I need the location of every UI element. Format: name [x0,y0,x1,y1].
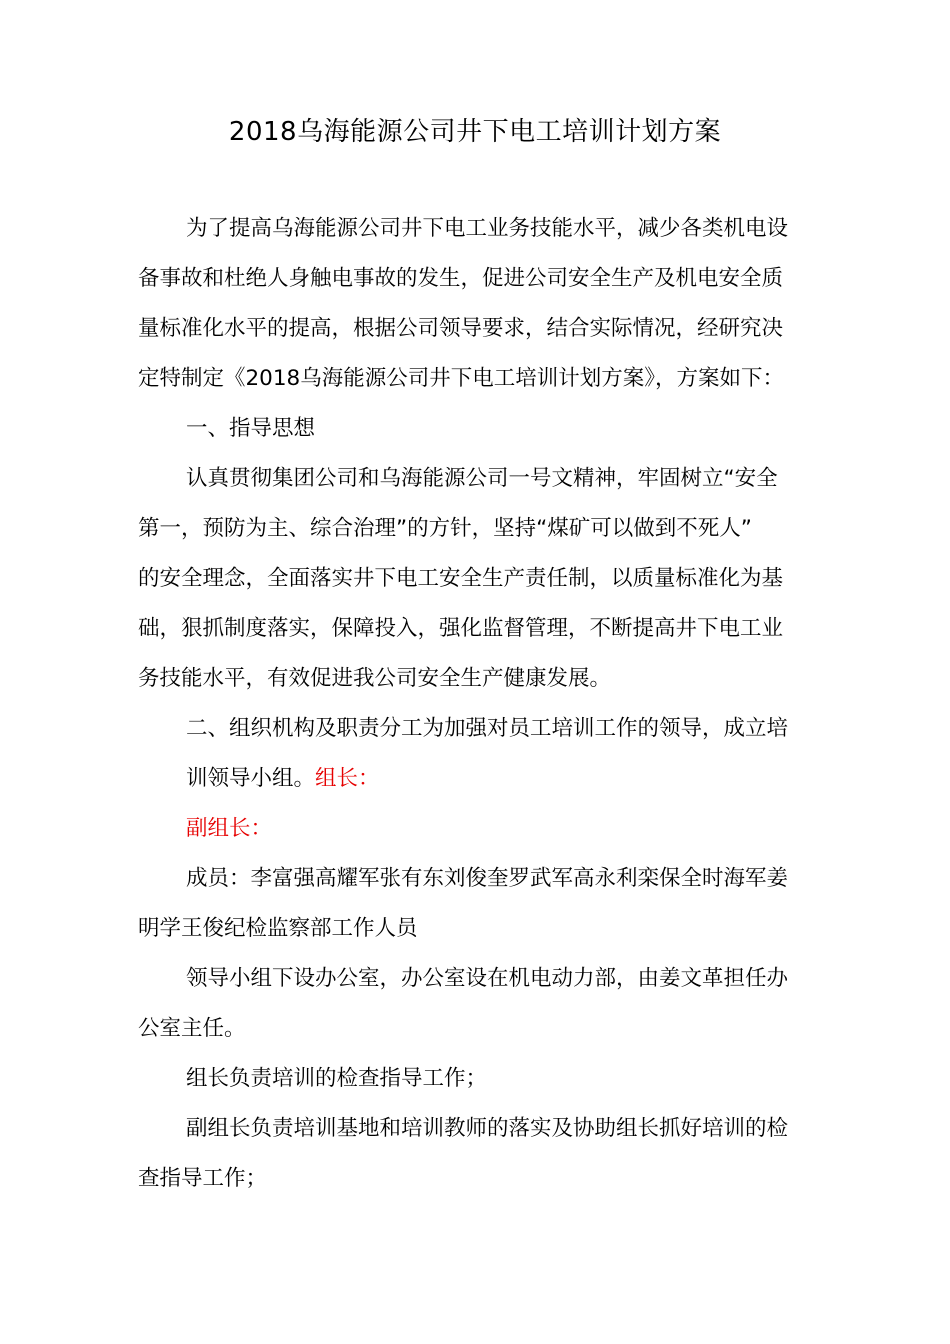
deputy-duty-line-2: 查指导工作； [138,1166,268,1191]
section1-line-2: 第一，预防为主、综合治理”的方针，坚持“煤矿可以做到不死人” [138,516,752,541]
document-title: 2018乌海能源公司井下电工培训计划方案 [228,117,722,147]
section2-line-1: 二、组织机构及职责分工为加强对员工培训工作的领导，成立培 [186,716,789,741]
section2-line-2 [186,764,380,794]
leader-duty: 组长负责培训的检查指导工作； [186,1066,488,1091]
office-line-2: 公室主任。 [138,1016,246,1041]
office-line-1: 领导小组下设办公室，办公室设在机电动力部，由姜文革担任办 [186,966,789,991]
section2-line-2-text: 训领导小组。 [186,766,316,791]
section1-line-3: 的安全理念，全面落实井下电工安全生产责任制，以质量标准化为基 [138,566,784,591]
section1-line-5: 务技能水平，有效促进我公司安全生产健康发展。 [138,666,612,691]
deputy-label: 副组长： [186,816,273,841]
members-line-1: 成员：李富强高耀军张有东刘俊奎罗武军高永利栾保全时海军姜 [186,866,789,891]
section1-line-4: 础，狠抓制度落实，保障投入，强化监督管理，不断提高井下电工业 [138,616,784,641]
members-line-2: 明学王俊纪检监察部工作人员 [138,916,418,941]
deputy-duty-line-1: 副组长负责培训基地和培训教师的落实及协助组长抓好培训的检 [186,1116,789,1141]
intro-line-3: 量标准化水平的提高，根据公司领导要求，结合实际情况，经研究决 [138,316,784,341]
section1-line-1: 认真贯彻集团公司和乌海能源公司一号文精神，牢固树立“安全 [186,466,778,491]
intro-line-2: 备事故和杜绝人身触电事故的发生，促进公司安全生产及机电安全质 [138,266,784,291]
leader-label: 组长： [315,766,380,791]
intro-line-4: 定特制定《2018乌海能源公司井下电工培训计划方案》，方案如下： [138,366,784,391]
section1-heading: 一、指导思想 [186,416,316,441]
intro-line-1: 为了提高乌海能源公司井下电工业务技能水平，减少各类机电设 [186,216,789,241]
